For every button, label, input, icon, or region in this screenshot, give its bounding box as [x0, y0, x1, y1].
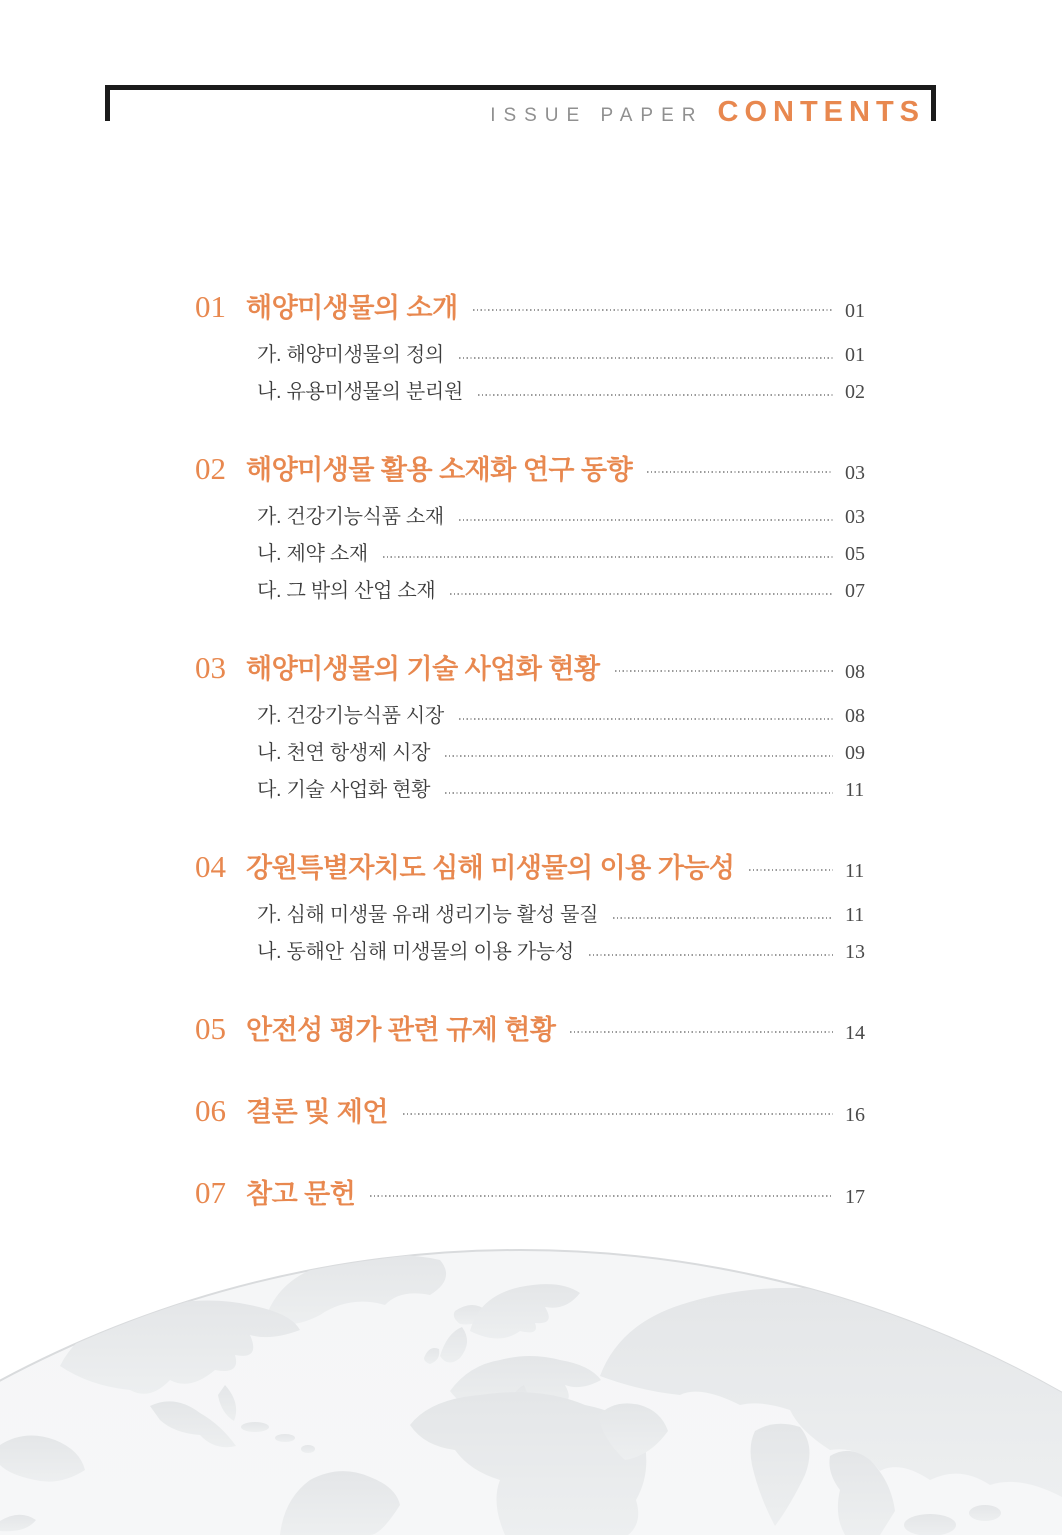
page-number: 01 — [845, 344, 865, 366]
section-title: 해양미생물의 기술 사업화 현황 — [246, 654, 600, 684]
page-number: 05 — [845, 543, 865, 565]
section-number: 02 — [195, 451, 226, 486]
section-title: 결론 및 제언 — [246, 1097, 388, 1127]
dotted-leader — [383, 536, 833, 573]
section-title: 해양미생물 활용 소재화 연구 동향 — [246, 455, 633, 485]
toc-subitems — [195, 337, 875, 411]
subitem-label: 다. 기술 사업화 현황 — [257, 779, 431, 801]
toc-subitem-row — [195, 536, 875, 573]
header-frame-right-bracket — [931, 85, 936, 121]
dotted-leader — [570, 1009, 833, 1049]
subitem-label: 나. 천연 항생제 시장 — [257, 742, 431, 764]
toc-section-03 — [195, 648, 875, 809]
toc-section-04 — [195, 847, 875, 971]
subitem-label: 가. 건강기능식품 시장 — [257, 705, 444, 727]
dotted-leader — [459, 337, 833, 374]
table-of-contents — [195, 287, 875, 1213]
toc-subitem-row — [195, 698, 875, 735]
page-number: 13 — [845, 941, 865, 963]
section-number: 07 — [195, 1175, 226, 1210]
toc-subitem-row — [195, 897, 875, 934]
dotted-leader — [589, 934, 833, 971]
section-number: 06 — [195, 1093, 226, 1128]
page-number: 01 — [845, 300, 865, 322]
subitem-label: 가. 심해 미생물 유래 생리기능 활성 물질 — [257, 904, 599, 926]
subitem-label: 가. 건강기능식품 소재 — [257, 506, 444, 528]
issue-paper-label: ISSUE PAPER — [490, 105, 704, 126]
world-map-graphic — [0, 1235, 1062, 1535]
page-number: 16 — [845, 1104, 865, 1126]
subitem-label: 다. 그 밖의 산업 소재 — [257, 580, 436, 602]
dotted-leader — [450, 573, 833, 610]
section-title: 해양미생물의 소개 — [246, 293, 458, 323]
subitem-label: 나. 유용미생물의 분리원 — [257, 381, 463, 403]
toc-heading-row — [195, 1173, 875, 1213]
page-number: 08 — [845, 661, 865, 683]
page-number: 02 — [845, 381, 865, 403]
section-number: 01 — [195, 289, 226, 324]
page-number: 03 — [845, 462, 865, 484]
dotted-leader — [647, 449, 833, 489]
section-number: 05 — [195, 1011, 226, 1046]
page-number: 08 — [845, 705, 865, 727]
page-number: 11 — [845, 860, 865, 882]
toc-heading-row — [195, 1009, 875, 1049]
dotted-leader — [403, 1091, 833, 1131]
section-title: 참고 문헌 — [246, 1179, 356, 1209]
page-number: 03 — [845, 506, 865, 528]
toc-subitems — [195, 499, 875, 610]
page-number: 07 — [845, 580, 865, 602]
toc-subitem-row — [195, 374, 875, 411]
page-number: 11 — [845, 779, 865, 801]
contents-title: CONTENTS — [717, 96, 925, 128]
toc-subitem-row — [195, 735, 875, 772]
toc-heading-row — [195, 847, 875, 887]
dotted-leader — [473, 287, 833, 327]
subitem-label: 나. 제약 소재 — [257, 543, 368, 565]
page-number: 11 — [845, 904, 865, 926]
dotted-leader — [615, 648, 833, 688]
page-number: 14 — [845, 1022, 865, 1044]
header-frame-top-line — [105, 85, 936, 90]
dotted-leader — [478, 374, 833, 411]
toc-subitems — [195, 698, 875, 809]
subitem-label: 가. 해양미생물의 정의 — [257, 344, 444, 366]
toc-subitem-row — [195, 499, 875, 536]
section-title: 강원특별자치도 심해 미생물의 이용 가능성 — [246, 853, 735, 883]
toc-subitem-row — [195, 337, 875, 374]
toc-section-02 — [195, 449, 875, 610]
dotted-leader — [459, 698, 833, 735]
dotted-leader — [445, 735, 833, 772]
toc-heading-row — [195, 1091, 875, 1131]
dotted-leader — [459, 499, 833, 536]
toc-section-01 — [195, 287, 875, 411]
page-header — [490, 96, 925, 129]
toc-heading-row — [195, 648, 875, 688]
toc-heading-row — [195, 287, 875, 327]
toc-subitem-row — [195, 772, 875, 809]
dotted-leader — [445, 772, 833, 809]
page-number: 17 — [845, 1186, 865, 1208]
subitem-label: 나. 동해안 심해 미생물의 이용 가능성 — [257, 941, 574, 963]
section-number: 03 — [195, 650, 226, 685]
section-title: 안전성 평가 관련 규제 현황 — [246, 1015, 556, 1045]
toc-section-07 — [195, 1173, 875, 1213]
dotted-leader — [613, 897, 833, 934]
dotted-leader — [370, 1173, 833, 1213]
header-frame-left-bracket — [105, 85, 110, 121]
section-number: 04 — [195, 849, 226, 884]
toc-subitem-row — [195, 934, 875, 971]
toc-subitems — [195, 897, 875, 971]
toc-section-06 — [195, 1091, 875, 1131]
page-number: 09 — [845, 742, 865, 764]
toc-section-05 — [195, 1009, 875, 1049]
toc-heading-row — [195, 449, 875, 489]
dotted-leader — [749, 847, 833, 887]
toc-subitem-row — [195, 573, 875, 610]
